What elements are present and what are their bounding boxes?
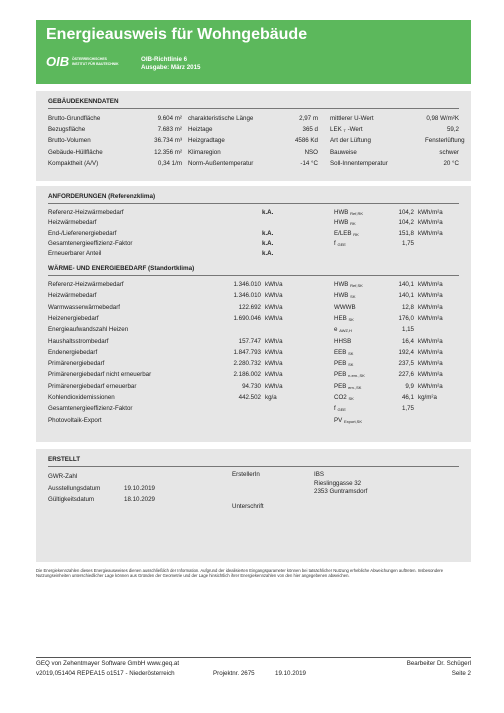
kennzahl-symbol-main: PEB — [334, 360, 347, 368]
kenndaten-label: Norm-Außentemperatur — [188, 159, 254, 167]
divider — [48, 108, 459, 109]
kenndaten-label: Kompaktheit (A/V) — [48, 159, 99, 167]
kennzahl-symbol — [334, 240, 346, 247]
kenndaten-label-wrap — [330, 126, 363, 133]
waerme-unit: kWh/m²a — [418, 371, 443, 379]
kenndaten-value: Fensterlüftung — [425, 137, 465, 145]
waerme-num: 46,1 — [401, 394, 414, 401]
waerme-label: Gesamtenergieeffizienz-Faktor — [48, 405, 133, 413]
ersteller-label: ErstellerIn — [232, 471, 260, 478]
kennzahl-symbol — [334, 209, 363, 216]
waerme-num: 1,75 — [401, 405, 414, 413]
kennzahl-symbol-main: HWB — [334, 219, 349, 227]
anforderung-unit: kWh/m²a — [418, 229, 443, 237]
footer-divider — [36, 657, 471, 658]
waerme-value-unit: kg/a — [265, 394, 277, 401]
waerme-label: Primärenergiebedarf — [48, 360, 105, 368]
anforderung-value: k.A. — [262, 239, 274, 247]
kenndaten-label: Bezugsfläche — [48, 126, 86, 134]
waerme-label: Heizenergiebedarf — [48, 314, 99, 322]
kenndaten-label: Heizgradtage — [188, 137, 225, 145]
waerme-label: Referenz-Heizwärmebedarf — [48, 281, 124, 288]
section-title-kenndaten: GEBÄUDEKENNDATEN — [48, 98, 119, 105]
waerme-label: Heizwärmebedarf — [48, 292, 97, 300]
waerme-unit: kWh/m²a — [418, 314, 443, 322]
anforderung-unit: kWh/m²a — [418, 219, 443, 227]
waerme-value-unit: kWh/a — [265, 303, 283, 311]
kennzahl-symbol — [334, 349, 353, 356]
kennzahl-symbol-sub: SK — [350, 294, 356, 300]
kennzahl-symbol-sub: Ref,RK — [350, 211, 364, 217]
richtlinie-info — [141, 56, 201, 71]
kenndaten-value: NSO — [304, 148, 318, 156]
kennzahl-symbol-sub: SK — [348, 317, 354, 323]
waerme-value-unit: kWh/a — [265, 382, 283, 390]
kenndaten-label-sub: T — [343, 128, 346, 134]
ausgabe: Ausgabe: März 2015 — [141, 63, 201, 71]
waerme-value: 122.692 — [238, 303, 261, 311]
waerme-unit: kWh/m²a — [418, 382, 443, 390]
kenndaten-label: LEK — [330, 126, 342, 134]
kenndaten-value: 7.683 m² — [157, 126, 182, 134]
waerme-value: 1.346.010 — [233, 281, 261, 288]
kennzahl-symbol — [334, 292, 356, 299]
kennzahl-symbol — [334, 360, 353, 367]
footer-software: GEQ von Zehentmayer Software GmbH www.geq.at — [36, 660, 180, 667]
anforderung-num: 151,8 — [398, 229, 414, 237]
kennzahl-symbol — [334, 417, 362, 424]
oib-logo-mark: OIB — [46, 54, 70, 69]
erstellt-panel — [36, 449, 471, 562]
waerme-value: 2.186.002 — [233, 371, 261, 379]
kennzahl-symbol-main: HWB — [334, 292, 349, 300]
anforderung-num: 104,2 — [398, 209, 414, 216]
gueltigkeitsdatum-label: Gültigkeitsdatum — [48, 496, 95, 503]
footer-seite: Seite 2 — [451, 670, 471, 677]
kenndaten-label: Klimaregion — [188, 148, 221, 156]
kennzahl-symbol-main: PEB — [334, 371, 347, 379]
document-title: Energieausweis für Wohngebäude — [46, 26, 308, 43]
unterschrift-label: Unterschrift — [232, 503, 264, 510]
anforderung-value: k.A. — [262, 209, 274, 216]
kennzahl-symbol-sub: GEE — [337, 407, 346, 413]
kennzahl-symbol — [334, 304, 356, 311]
kennzahl-symbol-main: f — [334, 239, 336, 247]
kennzahl-symbol — [334, 383, 361, 390]
kennzahl-symbol-main: HHSB — [334, 337, 352, 345]
kennzahl-symbol — [334, 219, 356, 226]
waerme-value-unit: kWh/a — [265, 314, 283, 322]
waerme-unit: kWh/m²a — [418, 337, 443, 345]
anforderungen-panel — [36, 186, 471, 442]
waerme-label: Warmwasserwärmebedarf — [48, 303, 120, 311]
waerme-num: 12,8 — [401, 303, 414, 311]
waerme-unit: kWh/m²a — [418, 360, 443, 368]
kenndaten-label-suffix: -Wert — [347, 126, 363, 134]
waerme-num: 140,1 — [398, 292, 414, 300]
waerme-label: Photovoltaik-Export — [48, 416, 102, 424]
anforderung-label: Referenz-Heizwärmebedarf — [48, 209, 124, 216]
anforderung-value: k.A. — [262, 229, 274, 237]
kennzahl-symbol — [334, 371, 365, 378]
kenndaten-value: 365 d — [302, 126, 318, 134]
divider — [48, 466, 459, 467]
waerme-label: Energieaufwandszahl Heizen — [48, 326, 129, 334]
kenndaten-label: mittlerer U-Wert — [330, 115, 374, 122]
anforderung-label: End-/Lieferenergiebedarf — [48, 229, 117, 237]
oib-logo-line1: ÖSTERREICHISCHES — [72, 57, 107, 61]
kennzahl-symbol-main: E/LEB — [334, 229, 352, 237]
kennzahl-symbol-main: HEB — [334, 314, 347, 322]
kenndaten-label: Bauweise — [330, 148, 357, 156]
kenndaten-label: charakteristische Länge — [188, 115, 254, 122]
kenndaten-value: 36.734 m³ — [154, 137, 182, 145]
waerme-label: Haushaltsstrombedarf — [48, 337, 109, 345]
anforderung-label: Erneuerbarer Anteil — [48, 250, 102, 258]
kennzahl-symbol — [334, 281, 363, 288]
anforderung-unit: kWh/m²a — [418, 209, 443, 216]
kennzahl-symbol-sub: RK — [350, 221, 356, 227]
ersteller-city: 2353 Guntramsdorf — [314, 488, 368, 495]
oib-logo — [46, 54, 126, 78]
kennzahl-symbol-sub: GEE — [337, 242, 346, 248]
section-title-erstellt: ERSTELLT — [48, 456, 81, 463]
footer-bearbeiter: Bearbeiter Dr. Schügerl — [406, 660, 471, 667]
divider — [48, 275, 459, 276]
kennzahl-symbol-main: EEB — [334, 348, 347, 356]
anforderung-label: Heizwärmebedarf — [48, 219, 97, 227]
footer-projekt: Projektnr. 2675 — [213, 670, 255, 677]
kennzahl-symbol-main: e — [334, 326, 338, 334]
kenndaten-value: -14 °C — [300, 159, 318, 167]
document-header — [36, 20, 471, 84]
kennzahl-symbol-sub: RK — [353, 231, 359, 237]
kenndaten-value: 59,2 — [446, 126, 459, 134]
richtlinie: OIB-Richtlinie 6 — [141, 56, 188, 63]
kennzahl-symbol-main: WWWB — [334, 303, 356, 311]
gwr-label: GWR-Zahl — [48, 473, 78, 480]
kennzahl-symbol-sub: SK — [348, 362, 354, 368]
kennzahl-symbol-main: f — [334, 405, 336, 413]
kennzahl-symbol-sub: ern.,SK — [348, 384, 362, 390]
waerme-label: Primärenergiebedarf erneuerbar — [48, 382, 137, 390]
kennzahl-symbol-main: HWB — [334, 281, 349, 288]
kenndaten-value: schwer — [439, 148, 459, 156]
waerme-num: 237,5 — [398, 360, 414, 368]
kenndaten-label: Heiztage — [188, 126, 213, 134]
waerme-value-unit: kWh/a — [265, 348, 283, 356]
kennzahl-symbol-main: CO2 — [334, 394, 347, 401]
kenndaten-value: 2,97 m — [299, 115, 318, 122]
waerme-unit: kWh/m²a — [418, 292, 443, 300]
kennzahl-symbol — [334, 405, 346, 412]
kenndaten-value: 0,98 W/m²K — [426, 115, 459, 122]
divider — [48, 203, 459, 204]
kennzahl-symbol-sub: SK — [348, 396, 354, 402]
kenndaten-label: Brutto-Grundfläche — [48, 115, 101, 122]
kenndaten-label: Brutto-Volumen — [48, 137, 91, 145]
waerme-value: 1.346.010 — [233, 292, 261, 300]
waerme-value-unit: kWh/a — [265, 281, 283, 288]
waerme-num: 16,4 — [401, 337, 414, 345]
waerme-num: 140,1 — [398, 281, 414, 288]
kennzahl-symbol — [334, 338, 351, 345]
kennzahl-symbol — [334, 394, 354, 401]
kennzahl-symbol-main: HWB — [334, 209, 349, 216]
waerme-label: Primärenergiebedarf nicht erneuerbar — [48, 371, 152, 379]
ersteller-name: IBS — [314, 471, 324, 478]
section-title-waerme: WÄRME- UND ENERGIEBEDARF (Standortklima) — [48, 265, 195, 272]
waerme-value: 2.280.732 — [233, 360, 261, 368]
kenndaten-value: 12.356 m² — [154, 148, 182, 156]
waerme-value: 157.747 — [238, 337, 261, 345]
waerme-unit: kWh/m²a — [418, 303, 443, 311]
kenndaten-value: 4586 Kd — [294, 137, 318, 145]
kenndaten-label: Gebäude-Hüllfläche — [48, 148, 103, 156]
waerme-value: 442.502 — [238, 394, 261, 401]
kenndaten-label: Art der Lüftung — [330, 137, 371, 145]
waerme-num: 9,9 — [405, 382, 414, 390]
section-title-anforderungen: ANFORDERUNGEN (Referenzklima) — [48, 193, 156, 200]
kennzahl-symbol-sub: AWZ,H — [339, 328, 352, 334]
kennzahl-symbol — [334, 326, 352, 333]
disclaimer-footnote: Die Energiekennzahlen dieses Energieausweises dienen ausschließlich der Information. Aufgrund der idealisierten Eingangsparameter können bei tatsächlicher Nutzung erhebliche Abweichungen auftreten. Insbesondere Nutzungseinheiten unterschiedlicher Lage können aus Gründen der Geometrie und der Lage hinsichtlich ihrer Energiekennzahlen von den hier angegebenen abweichen. — [36, 568, 444, 579]
waerme-num: 1,15 — [401, 326, 414, 334]
waerme-value-unit: kWh/a — [265, 371, 283, 379]
kennzahl-symbol-sub: Export,SK — [344, 418, 363, 424]
waerme-value: 1.847.793 — [233, 348, 261, 356]
anforderung-label: Gesamtenergieeffizienz-Faktor — [48, 239, 133, 247]
waerme-num: 192,4 — [398, 348, 414, 356]
ausstellungsdatum-value: 19.10.2019 — [124, 485, 155, 492]
waerme-unit: kWh/m²a — [418, 348, 443, 356]
kennzahl-symbol-sub: Ref,SK — [350, 283, 363, 289]
anforderung-value: k.A. — [262, 250, 274, 258]
kenndaten-label: Soll-Innentemperatur — [330, 159, 388, 167]
waerme-num: 227,6 — [398, 371, 414, 379]
waerme-value-unit: kWh/a — [265, 337, 283, 345]
kenndaten-value: 0,34 1/m — [157, 159, 182, 167]
kennzahl-symbol — [334, 315, 354, 322]
kennzahl-symbol-sub: SK — [348, 350, 354, 356]
anforderung-num: 104,2 — [398, 219, 414, 227]
kennzahl-symbol-main: PEB — [334, 382, 347, 390]
oib-logo-line2: INSTITUT FÜR BAUTECHNIK — [72, 62, 119, 66]
kenndaten-value: 20 °C — [443, 159, 459, 167]
gueltigkeitsdatum-value: 18.10.2029 — [124, 496, 155, 503]
waerme-value-unit: kWh/a — [265, 292, 283, 300]
waerme-value: 94.730 — [242, 382, 261, 390]
waerme-num: 176,0 — [398, 314, 414, 322]
waerme-unit: kg/m²a — [418, 394, 437, 401]
waerme-value: 1.690.046 — [233, 314, 261, 322]
waerme-label: Kohlendioxidemissionen — [48, 394, 115, 401]
anforderung-num: 1,75 — [401, 239, 414, 247]
waerme-unit: kWh/m²a — [418, 281, 443, 288]
kennzahl-symbol — [334, 230, 359, 237]
ersteller-street: Rieslinggasse 32 — [314, 480, 362, 487]
gebaeudekenndaten-panel — [36, 91, 471, 181]
ausstellungsdatum-label: Ausstellungsdatum — [48, 485, 101, 492]
kennzahl-symbol-main: PV — [334, 416, 343, 424]
kenndaten-value: 9.604 m² — [157, 115, 182, 122]
waerme-label: Endenergiebedarf — [48, 348, 98, 356]
footer-datum: 19.10.2019 — [275, 670, 306, 677]
kennzahl-symbol-sub: n.ern.,SK — [348, 373, 365, 379]
footer-version: v2019,051404 REPEA15 o1517 - Niederösterreich — [36, 670, 175, 677]
waerme-value-unit: kWh/a — [265, 360, 283, 368]
